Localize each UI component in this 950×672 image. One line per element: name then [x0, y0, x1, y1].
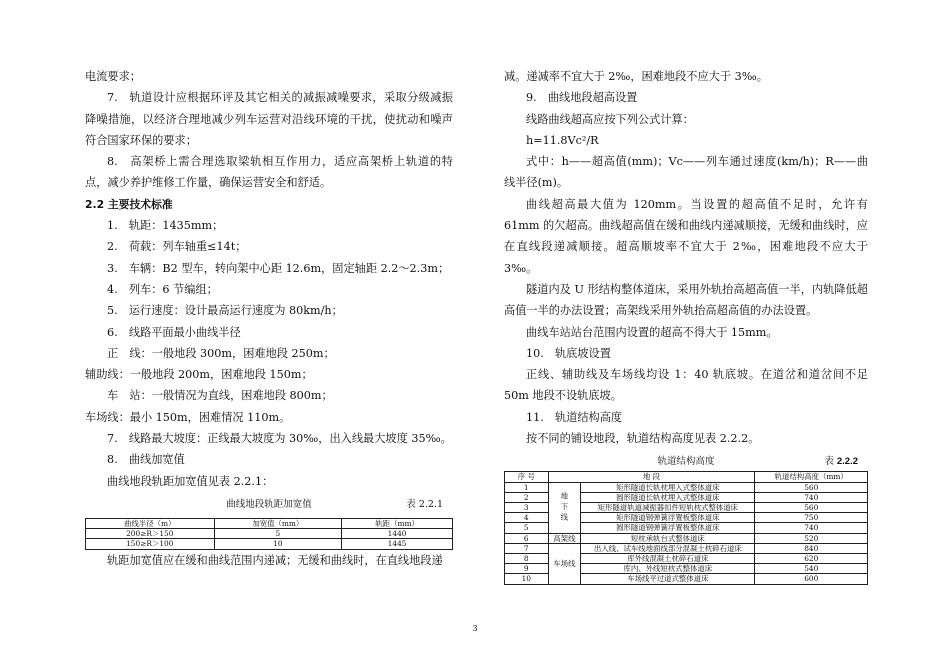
right-column — [504, 66, 868, 585]
track-structure-height-table — [504, 471, 868, 584]
table-cell: 560 — [755, 482, 868, 492]
paragraph: 正线、辅助线及车场线均设 1：40 轨底坡。在道岔和道岔间不足 50m 地段不设轨底坡。 — [504, 368, 868, 403]
formula: h=11.8Vc²/R — [526, 133, 599, 147]
table-cell: 1 — [505, 482, 549, 492]
table-header-cell: 地 段 — [548, 472, 755, 482]
table-group-cell: 车场线 — [548, 543, 581, 584]
paragraph: 式中：h——超高值(mm)；Vc——列车通过速度(km/h)；R——曲线半径(m)。 — [504, 155, 868, 190]
table-caption — [85, 496, 453, 514]
list-item: 车场线：最小 150m，困难情况 110m。 — [85, 410, 291, 424]
table-cell: 540 — [755, 564, 868, 574]
table-header-cell: 轨道结构高度（mm） — [755, 472, 868, 482]
table-cell: 150≥R＞100 — [86, 539, 215, 549]
table-header-row — [505, 472, 868, 482]
table-row — [505, 482, 868, 492]
paragraph: 7. 轨道设计应根据环评及其它相关的减振减噪要求，采取分级减振降噪措施，以经济合理地减少列车运营对沿线环境的干扰，使扰动和噪声符合国家环保的要求； — [85, 91, 453, 147]
paragraph: 减。递减率不宜大于 2‰，困难地段不应大于 3‰。 — [504, 70, 768, 83]
table-group-cell: 高架线 — [548, 533, 581, 543]
table-cell: 9 — [505, 564, 549, 574]
paragraph: 隧道内及 U 形结构整体道床，采用外轨抬高超高值一半，内轨降低超高值一半的办法设置；高架线采用外轨抬高超高值的办法设置。 — [504, 282, 868, 318]
paragraph: 按不同的铺设地段，轨道结构高度见表 2.2.2。 — [526, 432, 760, 446]
table-cell: 6 — [505, 533, 549, 543]
table-cell: 库内、外线短枕式整体道床 — [581, 564, 755, 574]
table-cell: 10 — [505, 574, 549, 584]
table-cell: 750 — [755, 513, 868, 523]
table-cell: 3 — [505, 502, 549, 512]
paragraph: 曲线车站站台范围内设置的超高不得大于 15mm。 — [526, 325, 778, 339]
list-item: 6. 线路平面最小曲线半径 — [107, 325, 241, 339]
list-item: 5. 运行速度：设计最高运行速度为 80km/h； — [107, 304, 343, 318]
table-cell: 520 — [755, 533, 868, 543]
table-group-cell: 地下线 — [548, 482, 581, 533]
table-cell: 矩形隧道钢弹簧浮置板整体道床 — [581, 513, 755, 523]
table-row — [505, 533, 868, 543]
table-cell: 圆形隧道长轨枕埋入式整体道床 — [581, 492, 755, 502]
gauge-widening-table — [85, 518, 453, 550]
table-number-prefix: 表 — [824, 456, 837, 468]
paragraph: 线路曲线超高应按下列公式计算： — [526, 112, 694, 126]
table-row — [505, 543, 868, 553]
table-header-row — [86, 518, 453, 528]
table-header-cell: 轨距（mm） — [342, 518, 453, 528]
section-heading: 2.2 主要技术标准 — [85, 197, 173, 211]
table-cell: 840 — [755, 543, 868, 553]
paragraph: 8. 高架桥上需合理选取梁轨相互作用力，适应高架桥上轨道的特点，减少养护维修工作量，确保运营安全和舒适。 — [85, 155, 453, 190]
table-cell: 1445 — [342, 539, 453, 549]
list-item: 10. 轨底坡设置 — [526, 346, 611, 360]
table-header-cell: 序 号 — [505, 472, 549, 482]
paragraph: 曲线超高最大值为 120mm。当设置的超高值不足时，允许有 61mm 的欠超高。曲线超高值在缓和曲线内递减顺接，无缓和曲线时，应在直线段递减顺接。超高顺坡率不宜大于 2‰，困难地段不应大于 3‰。 — [504, 197, 868, 275]
table-title: 轨道结构高度 — [657, 456, 715, 468]
table-cell: 圆形隧道钢弹簧浮置板整体道床 — [581, 523, 755, 533]
table-cell: 车场线平过道式整体道床 — [581, 574, 755, 584]
table-cell: 10 — [214, 539, 342, 549]
table-cell: 7 — [505, 543, 549, 553]
table-cell: 1440 — [342, 529, 453, 539]
table-cell: 5 — [505, 523, 549, 533]
list-item: 4. 列车：6 节编组； — [107, 282, 218, 296]
table-cell: 560 — [755, 502, 868, 512]
table-number-value: 2.2.2 — [836, 456, 858, 468]
table-cell: 740 — [755, 523, 868, 533]
paragraph: 轨距加宽值应在缓和曲线范围内递减；无缓和曲线时，在直线地段递 — [107, 553, 443, 567]
table-cell: 2 — [505, 492, 549, 502]
list-item: 曲线地段轨距加宽值见表 2.2.1： — [107, 474, 274, 488]
list-item: 辅助线：一般地段 200m，困难地段 150m； — [85, 368, 313, 382]
table-cell: 出入线、试车线地面线部分混凝土枕碎石道床 — [581, 543, 755, 553]
table-title: 曲线地段轨距加宽值 — [226, 498, 312, 510]
paragraph: 电流要求； — [85, 70, 141, 83]
table-cell: 矩形隧道轨道减振器扣件短轨枕式整体道床 — [581, 502, 755, 512]
list-item: 8. 曲线加宽值 — [107, 453, 185, 467]
list-item: 3. 车辆：B2 型车，转向架中心距 12.6m，固定轴距 2.2～2.3m； — [107, 261, 450, 275]
table-cell: 620 — [755, 553, 868, 563]
table-header-cell: 曲线半径（m） — [86, 518, 215, 528]
table-row — [86, 529, 453, 539]
table-cell: 200≥R＞150 — [86, 529, 215, 539]
page-number: 3 — [472, 624, 478, 633]
table-cell: 600 — [755, 574, 868, 584]
left-column — [85, 66, 453, 571]
table-number — [824, 453, 858, 471]
list-item: 7. 线路最大坡度：正线最大坡度为 30‰，出入线最大坡度 35‰。 — [107, 432, 452, 446]
table-cell: 矩形隧道长轨枕埋入式整体道床 — [581, 482, 755, 492]
list-item: 9. 曲线地段超高设置 — [526, 91, 638, 105]
table-cell: 8 — [505, 553, 549, 563]
list-item: 车 站：一般情况为直线，困难地段 800m； — [107, 389, 333, 403]
table-cell: 740 — [755, 492, 868, 502]
list-item: 2. 荷载：列车轴重≤14t； — [107, 240, 247, 254]
table-number: 表 2.2.1 — [406, 498, 443, 510]
table-cell: 4 — [505, 513, 549, 523]
table-cell: 5 — [214, 529, 342, 539]
list-item: 1. 轨距：1435mm； — [107, 219, 224, 233]
list-item: 11. 轨道结构高度 — [526, 410, 623, 424]
table-header-cell: 加宽值（mm） — [214, 518, 342, 528]
table-row — [86, 539, 453, 549]
list-item: 正 线：一般地段 300m，困难地段 250m； — [107, 346, 335, 360]
table-cell: 短枕承轨台式整体道床 — [581, 533, 755, 543]
table-caption — [504, 453, 868, 471]
table-cell: 库外线混凝土枕碎石道床 — [581, 553, 755, 563]
